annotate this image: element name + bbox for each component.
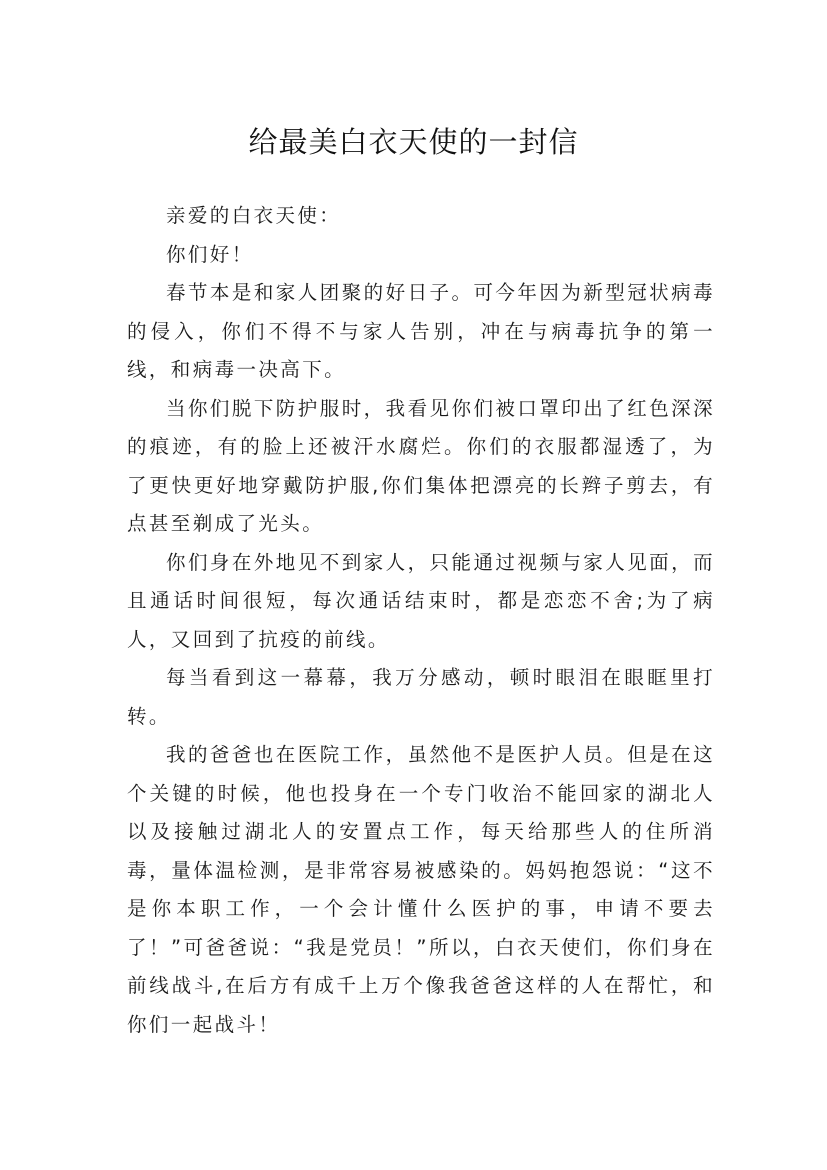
paragraph: 我的爸爸也在医院工作，虽然他不是医护人员。但是在这个关键的时候，他也投身在一个专门收治不能回家的湖北人以及接触过湖北人的安置点工作，每天给那些人的住所消毒，量体温检测，是非常容易被感染的。妈妈抱怨说：“这不是你本职工作，一个会计懂什么医护的事，申请不要去了！”可爸爸说：“我是党员！”所以，白衣天使们，你们身在前线战斗,在后方有成千上万个像我爸爸这样的人在帮忙，和你们一起战斗！ (127, 743, 715, 1036)
letter-body (127, 197, 715, 1044)
paragraph: 当你们脱下防护服时，我看见你们被口罩印出了红色深深的痕迹，有的脸上还被汗水腐烂。你们的衣服都湿透了，为了更快更好地穿戴防护服,你们集体把漂亮的长辫子剪去，有点甚至剃成了光头。 (127, 396, 715, 535)
paragraph: 春节本是和家人团聚的好日子。可今年因为新型冠状病毒的侵入，你们不得不与家人告别，冲在与病毒抗争的第一线，和病毒一决高下。 (127, 281, 715, 381)
paragraph: 你们身在外地见不到家人，只能通过视频与家人见面，而且通话时间很短，每次通话结束时，都是恋恋不舍;为了病人，又回到了抗疫的前线。 (127, 550, 715, 651)
greeting: 你们好！ (166, 242, 254, 266)
paragraph: 每当看到这一幕幕，我万分感动，顿时眼泪在眼眶里打转。 (127, 666, 715, 728)
document-title: 给最美白衣天使的一封信 (248, 125, 579, 160)
salutation: 亲爱的白衣天使： (166, 204, 342, 227)
